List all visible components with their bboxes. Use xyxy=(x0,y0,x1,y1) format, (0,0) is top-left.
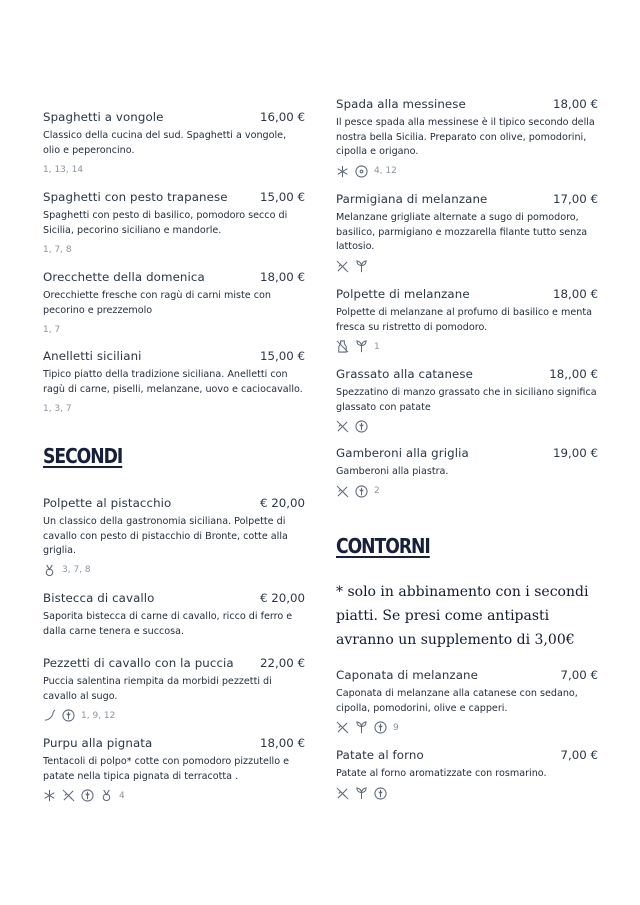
egg-free-icon xyxy=(355,165,368,178)
gluten-free-icon xyxy=(62,709,75,722)
item-name: Grassato alla catanese xyxy=(336,367,474,381)
vegetarian-icon xyxy=(355,260,368,273)
menu-item xyxy=(43,736,305,806)
snowflake-icon xyxy=(336,165,349,178)
menu-item xyxy=(43,190,305,270)
allergen-codes: 2 xyxy=(374,486,380,496)
item-description: Tipico piatto della tradizione siciliana. Anelletti con ragù di carne, piselli, melanzane, uovo e caciocavallo. xyxy=(43,369,303,395)
allergen-codes: 1, 9, 12 xyxy=(81,710,116,721)
item-description: Spezzatino di manzo grassato che in siciliano significa glassato con patate xyxy=(336,387,597,413)
chili-icon xyxy=(43,709,56,722)
item-price: 16,00 € xyxy=(259,110,305,124)
item-price: 7,00 € xyxy=(560,748,598,762)
item-name: Bistecca di cavallo xyxy=(43,591,155,605)
allergen-codes: 1 xyxy=(374,341,380,352)
item-price: € 20,00 xyxy=(259,496,305,510)
item-price: 18,00 € xyxy=(259,736,305,750)
menu-item xyxy=(43,110,305,190)
item-description: Il pesce spada alla messinese è il tipico secondo della nostra bella Sicilia. Preparato con olive, pomodorini, cipolla e origano. xyxy=(336,117,595,157)
gluten-free-icon xyxy=(355,485,368,498)
menu-item xyxy=(336,748,598,808)
gluten-free-icon xyxy=(374,721,387,734)
allergen-codes: 1, 13, 14 xyxy=(43,164,84,175)
no-wheat-icon xyxy=(336,485,349,498)
item-price: € 20,00 xyxy=(259,591,305,605)
item-name: Polpette al pistacchio xyxy=(43,496,172,510)
item-description: Classico della cucina del sud. Spaghetti a vongole, olio e peperoncino. xyxy=(43,130,287,156)
item-description: Melanzane grigliate alternate a sugo di pomodoro, basilico, parmigiano e mozzarella filante tutto senza lattosio. xyxy=(336,212,588,252)
menu-item xyxy=(336,192,598,287)
item-price: 7,00 € xyxy=(560,668,598,682)
medal-icon xyxy=(100,789,113,802)
item-name: Patate al forno xyxy=(336,748,424,762)
item-name: Pezzetti di cavallo con la puccia xyxy=(43,656,234,670)
item-name: Spada alla messinese xyxy=(336,97,466,111)
menu-item xyxy=(43,591,305,656)
item-description: Puccia salentina riempita da morbidi pezzetti di cavallo al sugo. xyxy=(43,676,272,702)
item-description: Tentacoli di polpo* cotte con pomodoro pizzutello e patate nella tipica pignata di terracotta . xyxy=(43,756,290,782)
menu-item xyxy=(43,270,305,349)
menu-item xyxy=(43,349,305,444)
menu-item xyxy=(336,287,598,367)
contorni-note: * solo in abbinamento con i secondi piatti. Se presi come antipasti avranno un supplemento di 3,00€ xyxy=(336,584,589,648)
menu-item xyxy=(336,367,598,446)
no-wheat-icon xyxy=(62,789,75,802)
vegetarian-icon xyxy=(355,787,368,800)
allergen-codes: 9 xyxy=(393,722,399,733)
menu-item xyxy=(43,496,305,591)
item-description: Orecchiette fresche con ragù di carni miste con pecorino e prezzemolo xyxy=(43,290,271,316)
item-name: Purpu alla pignata xyxy=(43,736,153,750)
item-price: 18,00 € xyxy=(259,270,305,284)
item-description: Patate al forno aromatizzate con rosmarino. xyxy=(336,768,547,779)
section-title-secondi: SECONDI xyxy=(43,444,123,468)
section-title-contorni: CONTORNI xyxy=(336,534,430,558)
no-wheat-icon xyxy=(336,420,349,433)
item-name: Spaghetti a vongole xyxy=(43,110,164,124)
item-name: Caponata di melanzane xyxy=(336,668,478,682)
menu-item xyxy=(336,668,598,748)
item-description: Un classico della gastronomia siciliana. Polpette di cavallo con pesto di pistacchio di Bronte, cotte alla griglia. xyxy=(43,516,288,556)
item-description: Polpette di melanzane al profumo di basilico e menta fresca su ristretto di pomodoro. xyxy=(336,307,592,333)
item-price: 19,00 € xyxy=(552,446,598,460)
contorni-list xyxy=(336,668,598,808)
no-wheat-icon xyxy=(336,787,349,800)
menu-item xyxy=(336,446,598,534)
menu-item xyxy=(336,97,598,192)
no-wheat-icon xyxy=(336,260,349,273)
item-price: 22,00 € xyxy=(259,656,305,670)
item-description: Caponata di melanzane alla catanese con sedano, cipolla, pomodorini, olive e capperi. xyxy=(336,688,578,714)
item-name: Parmigiana di melanzane xyxy=(336,192,488,206)
allergen-codes: 1, 3, 7 xyxy=(43,403,72,414)
item-description: Gamberoni alla piastra. xyxy=(336,466,449,477)
allergen-codes: 1, 7, 8 xyxy=(43,244,72,255)
allergen-codes: 1, 7 xyxy=(43,324,61,335)
item-description: Spaghetti con pesto di basilico, pomodoro secco di Sicilia, pecorino siciliano e mandorle. xyxy=(43,210,288,236)
menu-item xyxy=(43,656,305,736)
item-name: Orecchette della domenica xyxy=(43,270,205,284)
no-wheat-icon xyxy=(336,721,349,734)
gluten-free-icon xyxy=(355,420,368,433)
item-name: Polpette di melanzane xyxy=(336,287,470,301)
item-name: Gamberoni alla griglia xyxy=(336,446,469,460)
item-price: 18,00 € xyxy=(552,97,598,111)
item-price: 17,00 € xyxy=(552,192,598,206)
vegetarian-icon xyxy=(355,340,368,353)
item-price: 18,,00 € xyxy=(549,367,598,381)
item-price: 18,00 € xyxy=(552,287,598,301)
gluten-free-icon xyxy=(81,789,94,802)
snowflake-icon xyxy=(43,789,56,802)
no-dairy-icon xyxy=(336,340,349,353)
vegetarian-icon xyxy=(355,721,368,734)
item-price: 15,00 € xyxy=(259,349,305,363)
item-description: Saporita bistecca di carne di cavallo, ricco di ferro e dalla carne tenera e succosa. xyxy=(43,611,293,637)
item-name: Spaghetti con pesto trapanese xyxy=(43,190,228,204)
allergen-codes: 4, 12 xyxy=(374,166,397,176)
allergen-codes: 4 xyxy=(119,790,125,801)
left-column xyxy=(43,110,305,806)
item-name: Anelletti siciliani xyxy=(43,349,142,363)
allergen-codes: 3, 7, 8 xyxy=(62,565,91,575)
right-column xyxy=(336,97,598,558)
gluten-free-icon xyxy=(374,787,387,800)
medal-icon xyxy=(43,564,56,577)
item-price: 15,00 € xyxy=(259,190,305,204)
